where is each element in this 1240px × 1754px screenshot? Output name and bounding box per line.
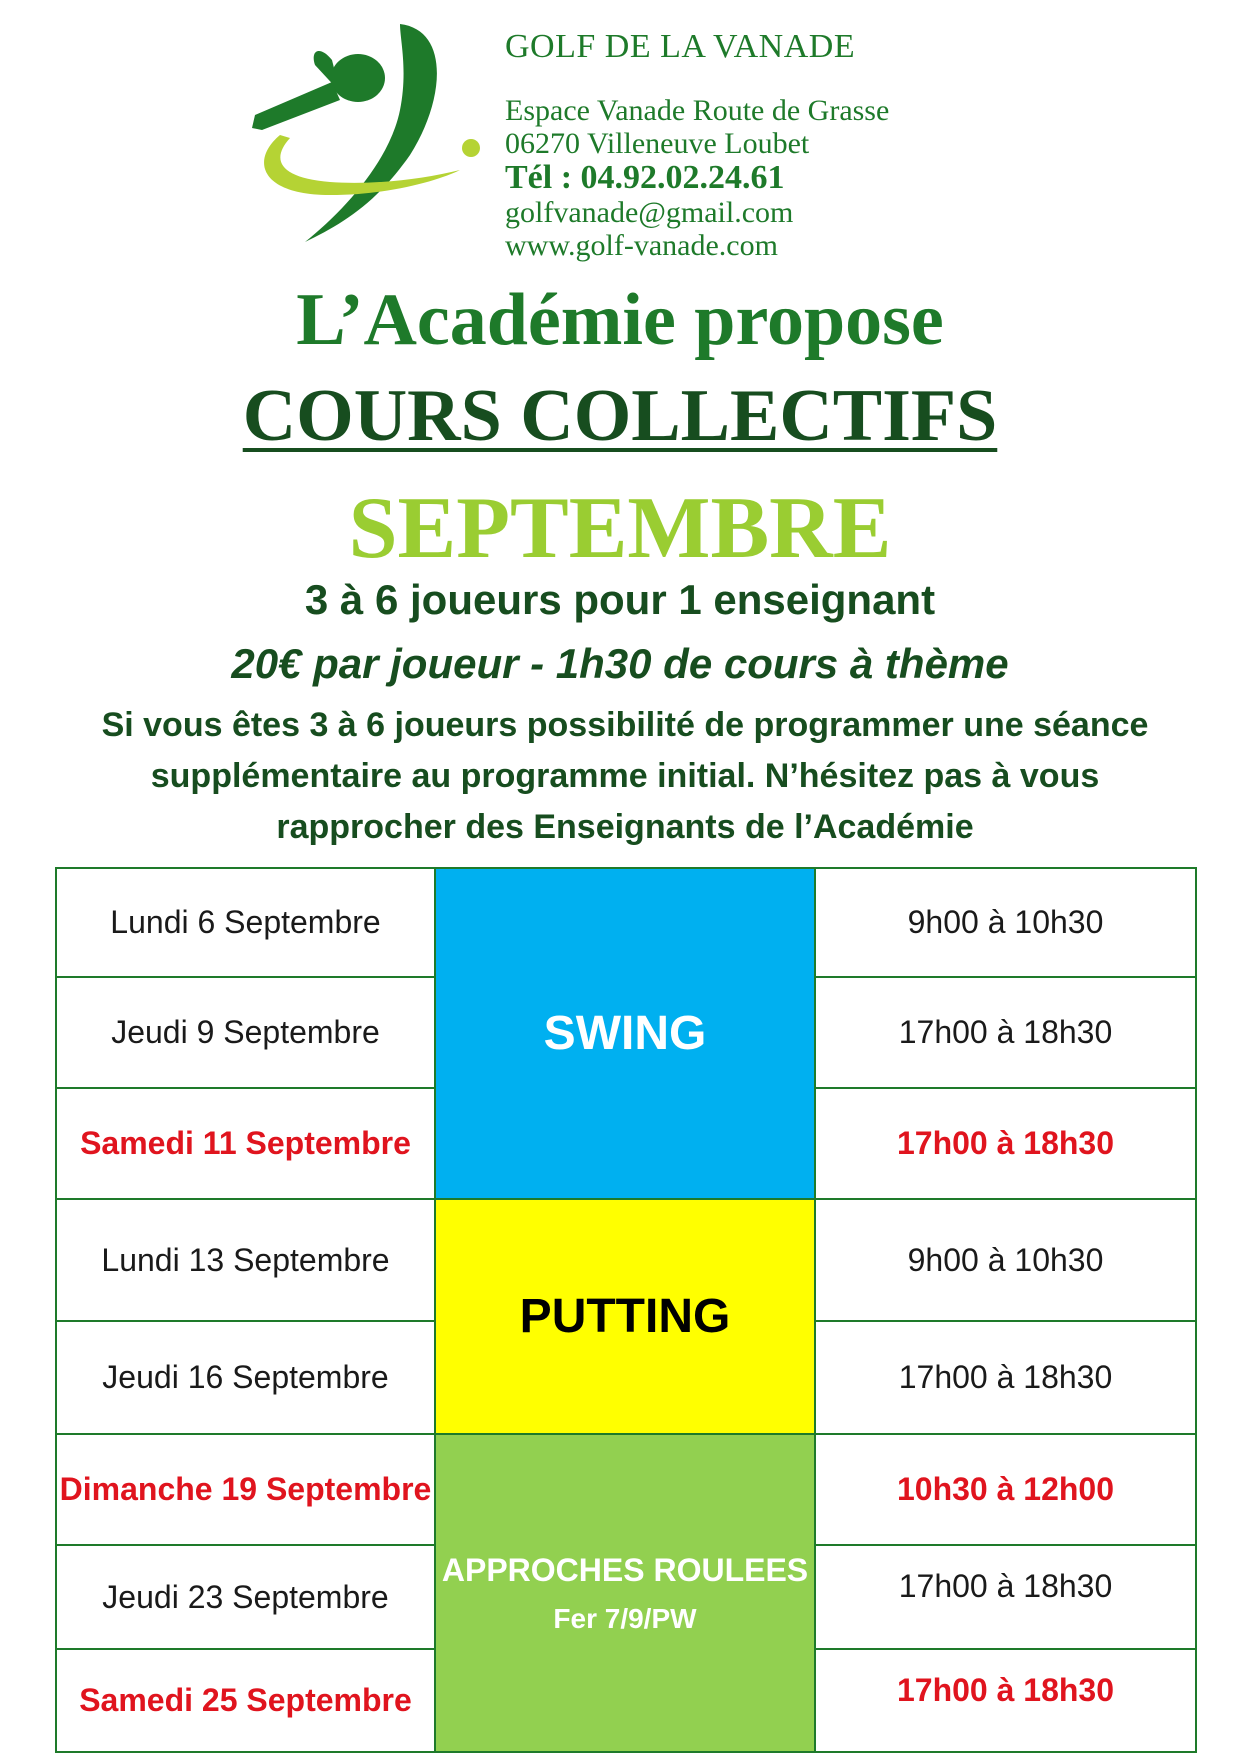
date-cell: Jeudi 23 Septembre — [55, 1544, 436, 1650]
date-cell: Lundi 13 Septembre — [55, 1198, 436, 1322]
time-cell: 9h00 à 10h30 — [814, 867, 1197, 978]
date-cell: Samedi 25 Septembre — [55, 1648, 436, 1753]
golf-logo — [250, 20, 485, 250]
month-heading: SEPTEMBRE — [348, 480, 892, 577]
info-paragraph: Si vous êtes 3 à 6 joueurs possibilité de programmer une séance supplémentaire au programme initial. N’hésitez pas à vous rapprocher des Enseignants de l’Académie — [101, 706, 1149, 846]
website-url[interactable]: www.golf-vanade.com — [505, 229, 778, 262]
players-line: 3 à 6 joueurs pour 1 enseignant — [304, 576, 936, 623]
academy-heading: L’Académie propose — [296, 279, 944, 361]
date-cell: Jeudi 9 Septembre — [55, 976, 436, 1089]
date-cell: Dimanche 19 Septembre — [55, 1433, 436, 1546]
courses-heading-text: COURS COLLECTIFS — [242, 375, 998, 457]
theme-approches-clubs: Fer 7/9/PW — [553, 1602, 697, 1634]
time-cell: 17h00 à 18h30 — [814, 976, 1197, 1089]
time-cell: 17h00 à 18h30 — [814, 1087, 1197, 1200]
time-cell: 17h00 à 18h30 — [814, 1648, 1197, 1753]
time-cell: 17h00 à 18h30 — [814, 1320, 1197, 1435]
date-cell: Lundi 6 Septembre — [55, 867, 436, 978]
email-address[interactable]: golfvanade@gmail.com — [505, 196, 794, 229]
address-line-2: 06270 Villeneuve Loubet — [505, 127, 810, 160]
time-cell: 10h30 à 12h00 — [814, 1433, 1197, 1546]
contact-block — [505, 28, 889, 262]
address-line-1: Espace Vanade Route de Grasse — [505, 94, 890, 127]
theme-approches — [434, 1433, 816, 1753]
time-cell: 17h00 à 18h30 — [814, 1544, 1197, 1650]
courses-heading — [0, 374, 1240, 459]
schedule-table — [55, 867, 1197, 1753]
theme-putting: PUTTING — [434, 1198, 816, 1435]
time-cell: 9h00 à 10h30 — [814, 1198, 1197, 1322]
theme-swing: SWING — [434, 867, 816, 1200]
org-name: GOLF DE LA VANADE — [505, 28, 856, 65]
date-cell: Jeudi 16 Septembre — [55, 1320, 436, 1435]
theme-approches-title: APPROCHES ROULEES — [441, 1551, 809, 1588]
phone-number: Tél : 04.92.02.24.61 — [505, 159, 785, 196]
date-cell: Samedi 11 Septembre — [55, 1087, 436, 1200]
price-line: 20€ par joueur - 1h30 de cours à thème — [231, 640, 1009, 687]
